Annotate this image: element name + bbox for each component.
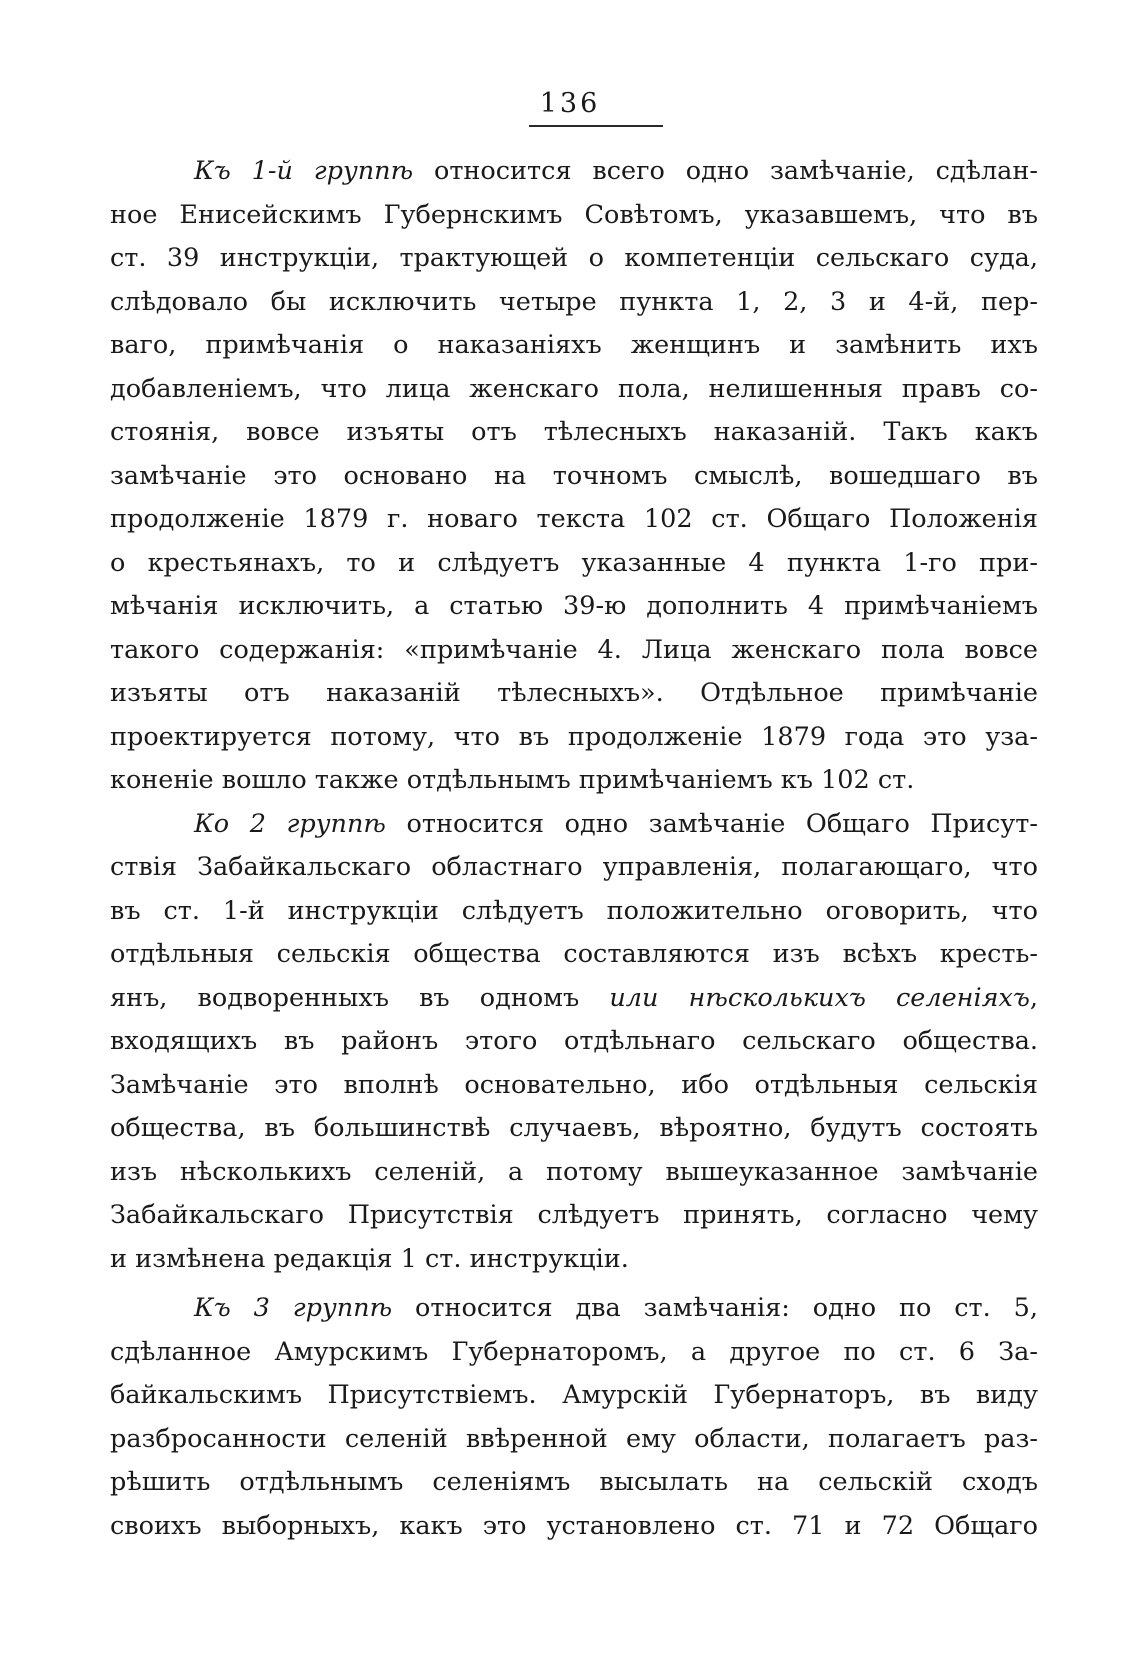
text-body	[110, 150, 1038, 1548]
text-line: мѣчанія исключить, а статью 39-ю дополнить 4 примѣчаніемъ	[110, 591, 1038, 621]
text-line: рѣшить отдѣльнымъ селеніямъ высылать на сельскій сходъ	[110, 1467, 1038, 1497]
text-line: Къ 3 группѣ относится два замѣчанія: одно по ст. 5,	[194, 1293, 1038, 1323]
text-line: добавленіемъ, что лица женскаго пола, нелишенныя правъ со-	[110, 373, 1038, 404]
text-line: ваго, примѣчанія о наказаніяхъ женщинъ и замѣнить ихъ	[110, 330, 1038, 360]
text-line: разбросанности селеній ввѣренной ему области, полагаетъ раз-	[110, 1423, 1038, 1454]
group-heading: Ко 2 группѣ	[194, 808, 386, 839]
text-line: Ко 2 группѣ относится одно замѣчаніе Общаго Присут-	[194, 808, 1038, 839]
text-line: ствія Забайкальскаго областнаго управленія, полагающаго, что	[110, 852, 1038, 882]
text-line: ное Енисейскимъ Губернскимъ Совѣтомъ, указавшемъ, что въ	[110, 199, 1038, 230]
text-line: проектируется потому, что въ продолженіе 1879 года это уза-	[110, 721, 1038, 752]
paragraph-3	[110, 1287, 1038, 1548]
text-line: своихъ выборныхъ, какъ это установлено ст. 71 и 72 Общаго	[110, 1510, 1038, 1541]
text-line: продолженіе 1879 г. новаго текста 102 ст. Общаго Положенія	[110, 504, 1038, 534]
text-line: замѣчаніе это основано на точномъ смыслѣ, вошедшаго въ	[110, 460, 1038, 491]
page-number-rule	[529, 125, 663, 127]
paragraph-1	[110, 150, 1038, 803]
group-heading: Къ 1-й группѣ	[194, 156, 414, 186]
text-line: о крестьянахъ, то и слѣдуетъ указанные 4 пункта 1-го при-	[110, 547, 1038, 578]
text-line: ст. 39 инструкціи, трактующей о компетенціи сельскаго суда,	[110, 243, 1038, 273]
group-heading: Къ 3 группѣ	[194, 1293, 393, 1323]
text-line: стоянія, вовсе изъяты отъ тѣлесныхъ наказаній. Такъ какъ	[110, 417, 1038, 447]
text-line: изъ нѣсколькихъ селеній, а потому вышеуказанное замѣчаніе	[110, 1156, 1038, 1187]
text-line: Забайкальскаго Присутствія слѣдуетъ принять, согласно чему	[110, 1200, 1038, 1230]
text-line: изъяты отъ наказаній тѣлесныхъ». Отдѣльное примѣчаніе	[110, 678, 1038, 708]
text-line: янъ, водворенныхъ въ одномъ или нѣсколькихъ селеніяхъ,	[110, 982, 1038, 1013]
text-line: отдѣльныя сельскія общества составляются изъ всѣхъ кресть-	[110, 939, 1038, 969]
text-line: и измѣнена редакція 1 ст. инструкціи.	[110, 1243, 629, 1274]
text-line: входящихъ въ районъ этого отдѣльнаго сельскаго общества.	[110, 1026, 1038, 1056]
text-line: слѣдовало бы исключить четыре пункта 1, 2, 3 и 4-й, пер-	[110, 286, 1038, 317]
italic-phrase: или нѣсколькихъ селеніяхъ	[609, 982, 1030, 1013]
text-line: въ ст. 1-й инструкціи слѣдуетъ положительно оговорить, что	[110, 895, 1038, 926]
text-line: Замѣчаніе это вполнѣ основательно, ибо отдѣльныя сельскія	[110, 1069, 1038, 1100]
text-line: коненіе вошло также отдѣльнымъ примѣчаніемъ къ 102 ст.	[110, 765, 915, 795]
text-line: такого содержанія: «примѣчаніе 4. Лица женскаго пола вовсе	[110, 634, 1038, 665]
paragraph-2	[110, 803, 1038, 1282]
text-line: Къ 1-й группѣ относится всего одно замѣчаніе, сдѣлан-	[194, 156, 1038, 186]
text-line: сдѣланное Амурскимъ Губернаторомъ, а другое по ст. 6 За-	[110, 1336, 1038, 1367]
text-line: байкальскимъ Присутствіемъ. Амурскій Губернаторъ, въ виду	[110, 1380, 1038, 1410]
text-line: общества, въ большинствѣ случаевъ, вѣроятно, будутъ состоять	[110, 1113, 1038, 1143]
page-number: 136	[539, 88, 601, 119]
